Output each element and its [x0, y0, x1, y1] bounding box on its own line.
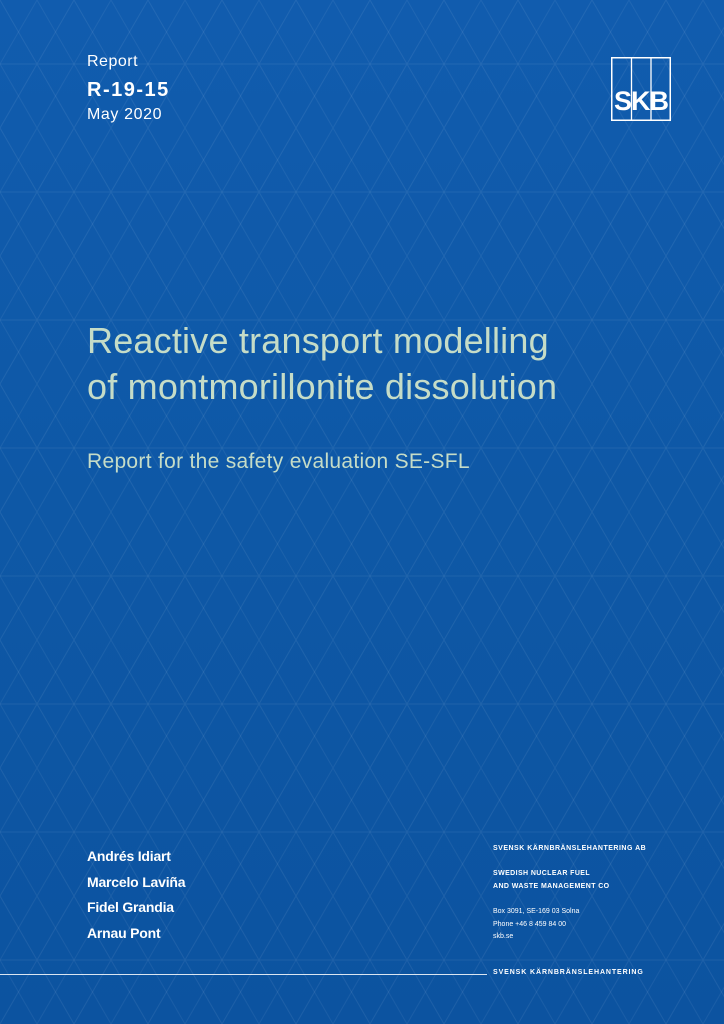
company-english-line-1: SWEDISH NUCLEAR FUEL: [493, 870, 591, 877]
author-list: [87, 846, 185, 948]
skb-logo: [611, 57, 671, 121]
company-info: [493, 843, 693, 944]
footer-company-name: SVENSK KÄRNBRÄNSLEHANTERING: [493, 969, 644, 976]
author-name: Andrés Idiart: [87, 848, 171, 864]
author-name: Marcelo Laviña: [87, 873, 186, 890]
company-name: SVENSK KÄRNBRÄNSLEHANTERING AB: [493, 845, 647, 852]
report-title-line-1: Reactive transport modelling: [87, 320, 549, 361]
footer-divider: [0, 974, 487, 975]
author-name: Arnau Pont: [87, 924, 161, 941]
report-type-label: Report: [87, 53, 139, 70]
company-phone: Phone +46 8 459 84 00: [493, 920, 566, 928]
author-name: Fidel Grandia: [87, 899, 174, 915]
report-title: [87, 318, 687, 410]
skb-logo-text: SKB: [613, 86, 669, 116]
company-english-line-2: AND WASTE MANAGEMENT CO: [493, 882, 610, 890]
company-contact: [493, 906, 693, 944]
report-date: May 2020: [87, 106, 163, 123]
company-website: skb.se: [493, 933, 514, 940]
company-english-name: [493, 868, 693, 893]
report-title-line-2: of montmorillonite dissolution: [87, 366, 558, 407]
company-address: Box 3091, SE-169 03 Solna: [493, 908, 580, 915]
report-number: R-19-15: [87, 79, 170, 101]
report-subtitle: Report for the safety evaluation SE-SFL: [87, 450, 470, 473]
